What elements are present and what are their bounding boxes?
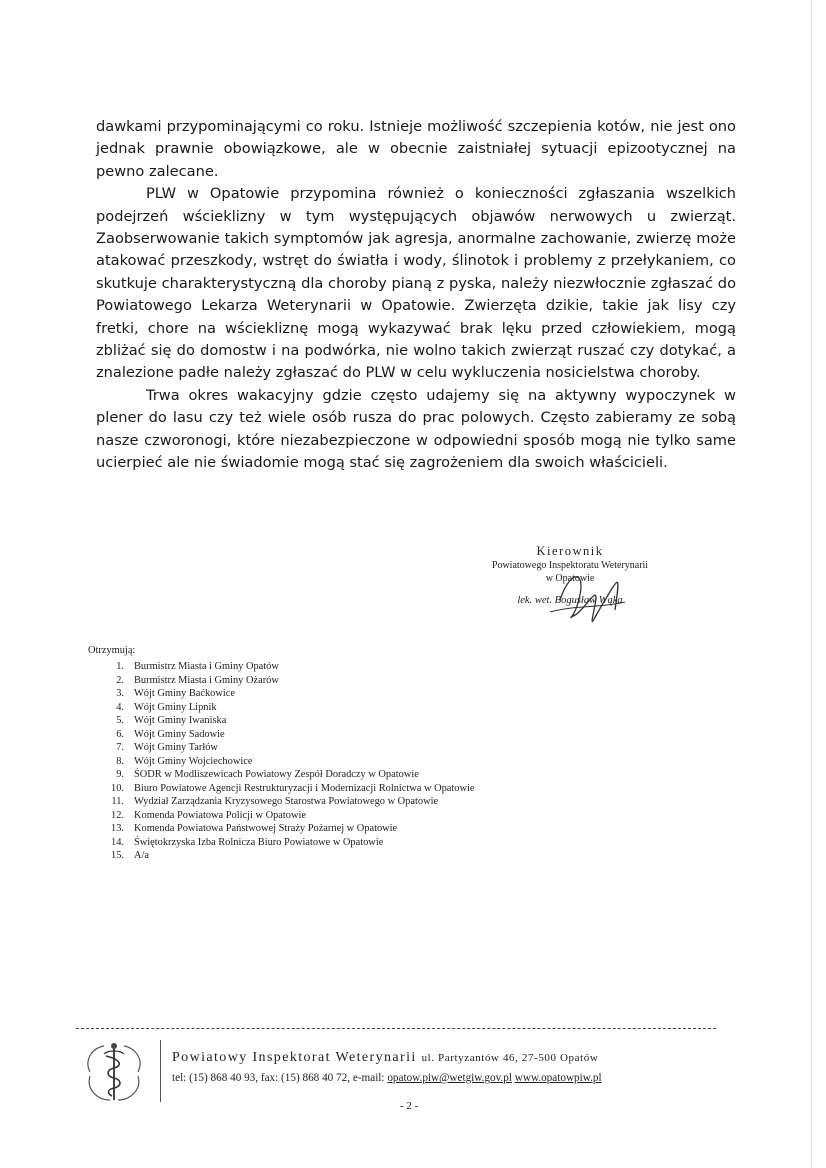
signature-line-2: w Opatowie [545,573,595,584]
recipient-number: 4. [116,701,124,713]
recipient-item [88,741,548,755]
recipient-number: 3. [116,688,124,699]
footer-email-link[interactable]: opatow.piw@wetgiw.gov.pl [387,1072,512,1084]
signature-name: lek. wet. Bogusław Wąka [517,595,623,606]
recipient-text: Wójt Gminy Wojciechowice [134,755,253,767]
recipient-item [88,782,548,796]
recipient-text: A/a [134,850,150,861]
recipient-item [88,714,548,728]
scan-edge [811,0,812,1168]
recipient-item [88,836,548,850]
recipients-list [88,645,548,863]
paragraph-3: Trwa okres wakacyjny gdzie często udajemy się na aktywny wypoczynek w plener do lasu czy też wiele osób rusza do prac polowych. Często zabieramy ze sobą nasze czworonogi, które niezabezpieczone w odpowiedni sposób mogą nie tylko same ucierpieć ale nie świadomie mogą stać się zagrożeniem dla swoich właścicieli. [96,386,736,472]
recipient-item [88,849,548,863]
recipient-item [88,701,548,715]
recipients-items [88,660,548,863]
recipient-text: Wydział Zarządzania Kryzysowego Starostwa Powiatowego w Opatowie [134,796,439,807]
recipient-text: ŚODR w Modliszewicach Powiatowy Zespół Doradczy w Opatowie [134,769,419,780]
recipient-number: 11. [111,796,124,807]
recipient-text: Wójt Gminy Baćkowice [134,688,235,699]
footer-org-line [172,1050,732,1066]
recipient-number: 9. [116,769,124,780]
recipient-item [88,674,548,688]
recipient-number: 14. [111,836,124,848]
recipient-text: Wójt Gminy Iwaniska [134,715,227,726]
recipient-number: 6. [116,728,124,740]
recipient-text: Burmistrz Miasta i Gminy Ożarów [134,674,279,686]
recipient-text: Komenda Powiatowa Policji w Opatowie [134,809,306,821]
recipient-text: Komenda Powiatowa Państwowej Straży Pożarnej w Opatowie [134,823,398,834]
recipient-item [88,795,548,809]
footer-divider [76,1028,716,1029]
footer [172,1050,732,1084]
recipient-item [88,660,548,674]
recipient-number: 1. [116,661,124,672]
recipient-item [88,728,548,742]
recipient-text: Wójt Gminy Tarłów [134,742,218,753]
recipient-item [88,809,548,823]
footer-address: ul. Partyzantów 46, 27-500 Opatów [421,1052,599,1064]
recipient-number: 8. [116,755,124,767]
paragraph-2: PLW w Opatowie przypomina również o konieczności zgłaszania wszelkich podejrzeń wścieklizny w tym występujących objawów nerwowych u zwierząt. Zaobserwowanie takich symptomów jak agresja, anormalne zachowanie, zwierzę może atakować przeszkody, wstręt do światła i wody, ślinotok i problemy z przełykaniem, co skutkuje charakterystyczną dla choroby pianą z pyska, należy niezwłocznie zgłaszać do Powiatowego Lekarza Weterynarii w Opatowie. Zwierzęta dzikie, takie jak lisy czy fretki, chore na wściekliznę mogą wykazywać brak lęku przed człowiekiem, mogą zbliżać się do domostw i na podwórka, nie wolno takich zwierząt ruszać czy dotykać, a znalezione padłe należy zgłaszać do PLW w celu wykluczenia nosicielstwa choroby. [96,185,736,382]
recipient-number: 10. [111,782,124,794]
footer-website-link[interactable]: www.opatowpiw.pl [514,1072,602,1084]
veterinary-caduceus-icon [74,1038,154,1106]
recipient-text: Świętokrzyska Izba Rolnicza Biuro Powiatowe w Opatowie [134,836,384,848]
signature-title: Kierownik [536,544,604,558]
recipient-number: 2. [116,674,124,686]
recipient-item [88,768,548,782]
page-number: - 2 - [400,1100,419,1112]
signature-line-1: Powiatowego Inspektoratu Weterynarii [491,560,649,571]
paragraph-1: dawkami przypominającymi co roku. Istnieje możliwość szczepienia kotów, nie jest ono jednak prawnie obowiązkowe, ale w obecnie zaistniałej sytuacji epizootycznej na pewno zalecane. [96,118,736,180]
recipient-text: Wójt Gminy Lipnik [134,701,217,713]
recipient-number: 13. [111,823,124,834]
footer-contact-line [172,1072,732,1084]
recipient-number: 7. [116,742,124,753]
recipient-number: 15. [111,850,124,861]
footer-phone: tel: (15) 868 40 93, fax: (15) 868 40 72, e-mail: [172,1072,385,1084]
recipient-number: 12. [111,809,124,821]
handwritten-signature-icon [530,560,630,630]
letter-body [96,116,736,475]
recipient-item [88,687,548,701]
recipients-heading: Otrzymują: [88,645,136,656]
recipient-text: Wójt Gminy Sadowie [134,728,225,740]
recipient-number: 5. [116,715,124,726]
recipient-text: Biuro Powiatowe Agencji Restrukturyzacji i Modernizacji Rolnictwa w Opatowie [134,782,475,794]
footer-org-name: Powiatowy Inspektorat Weterynarii [172,1050,417,1065]
recipient-item [88,822,548,836]
recipient-text: Burmistrz Miasta i Gminy Opatów [134,661,279,672]
footer-separator [160,1040,161,1102]
recipient-item [88,755,548,769]
